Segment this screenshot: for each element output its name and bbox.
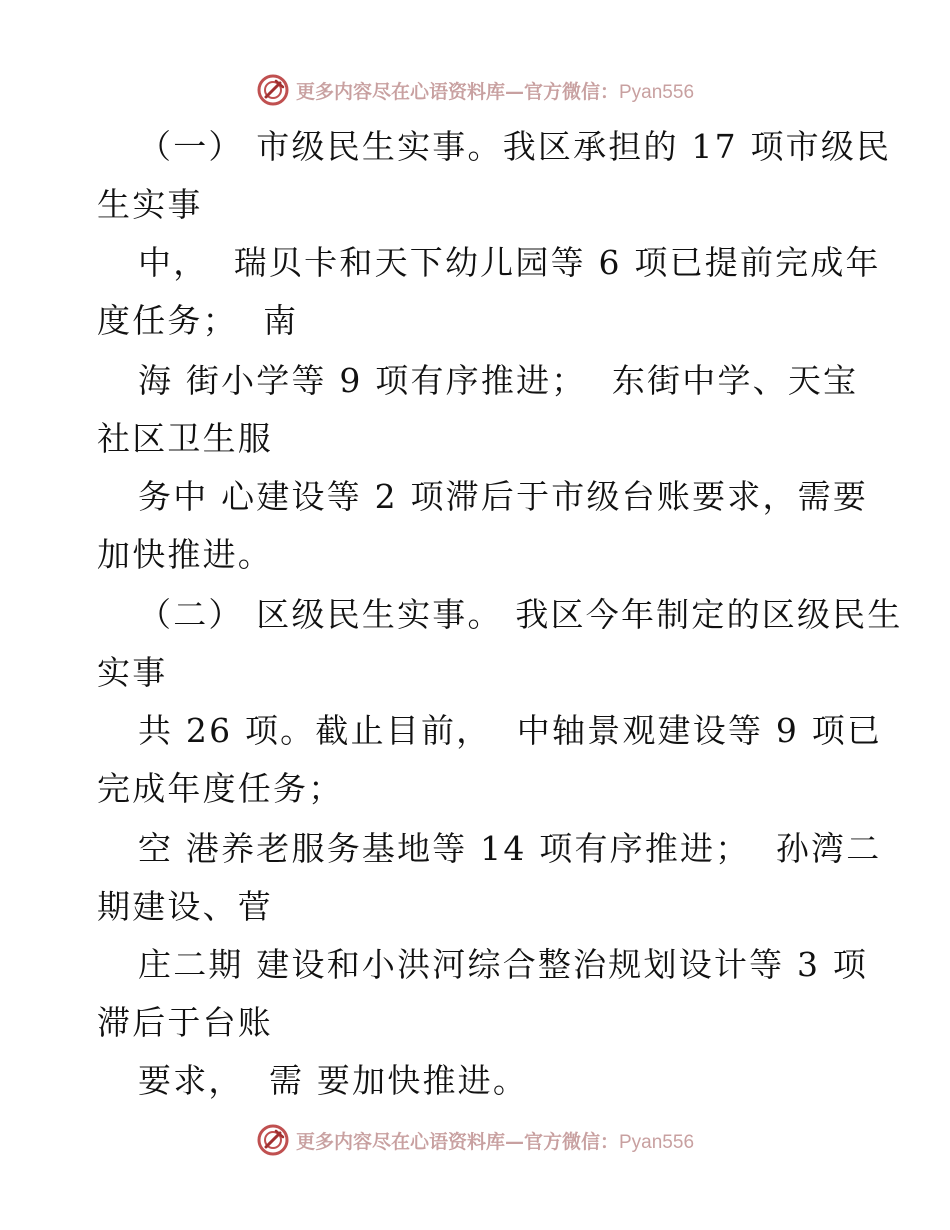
paragraph-line: 中， 瑞贝卡和天下幼儿园等 6 项已提前完成年	[138, 243, 881, 282]
paragraph-line: 完成年度任务；	[97, 769, 344, 808]
paragraph-line: 期建设、菅	[97, 887, 273, 926]
paragraph-line: 要求， 需 要加快推进。	[138, 1061, 529, 1100]
watermark-text: 更多内容尽在心语资料库—官方微信：Pyan556	[295, 80, 695, 103]
paragraph-line: 共 26 项。截止目前， 中轴景观建设等 9 项已	[138, 711, 883, 750]
paragraph-line: 加快推进。	[97, 535, 273, 574]
paragraph-line: 滞后于台账	[97, 1003, 273, 1042]
red-seal-logo-icon	[256, 1123, 290, 1157]
paragraph-line: 海 街小学等 9 项有序推进； 东街中学、天宝	[138, 361, 859, 400]
paragraph-line: 社区卫生服	[97, 419, 273, 458]
paragraph-line: 生实事	[97, 185, 203, 224]
paragraph-line: 庄二期 建设和小洪河综合整治规划设计等 3 项	[138, 945, 869, 984]
watermark-text: 更多内容尽在心语资料库—官方微信：Pyan556	[295, 1130, 695, 1153]
paragraph-line: （一） 市级民生实事。我区承担的 17 项市级民	[138, 127, 892, 166]
paragraph-line: （二） 区级民生实事。 我区今年制定的区级民生	[138, 595, 903, 634]
paragraph-line: 实事	[97, 653, 168, 692]
paragraph-line: 度任务； 南	[97, 301, 299, 340]
paragraph-line: 务中 心建设等 2 项滞后于市级台账要求，需要	[138, 477, 869, 516]
footer-watermark	[0, 1120, 950, 1160]
paragraph-line: 空 港养老服务基地等 14 项有序推进； 孙湾二	[138, 829, 882, 868]
